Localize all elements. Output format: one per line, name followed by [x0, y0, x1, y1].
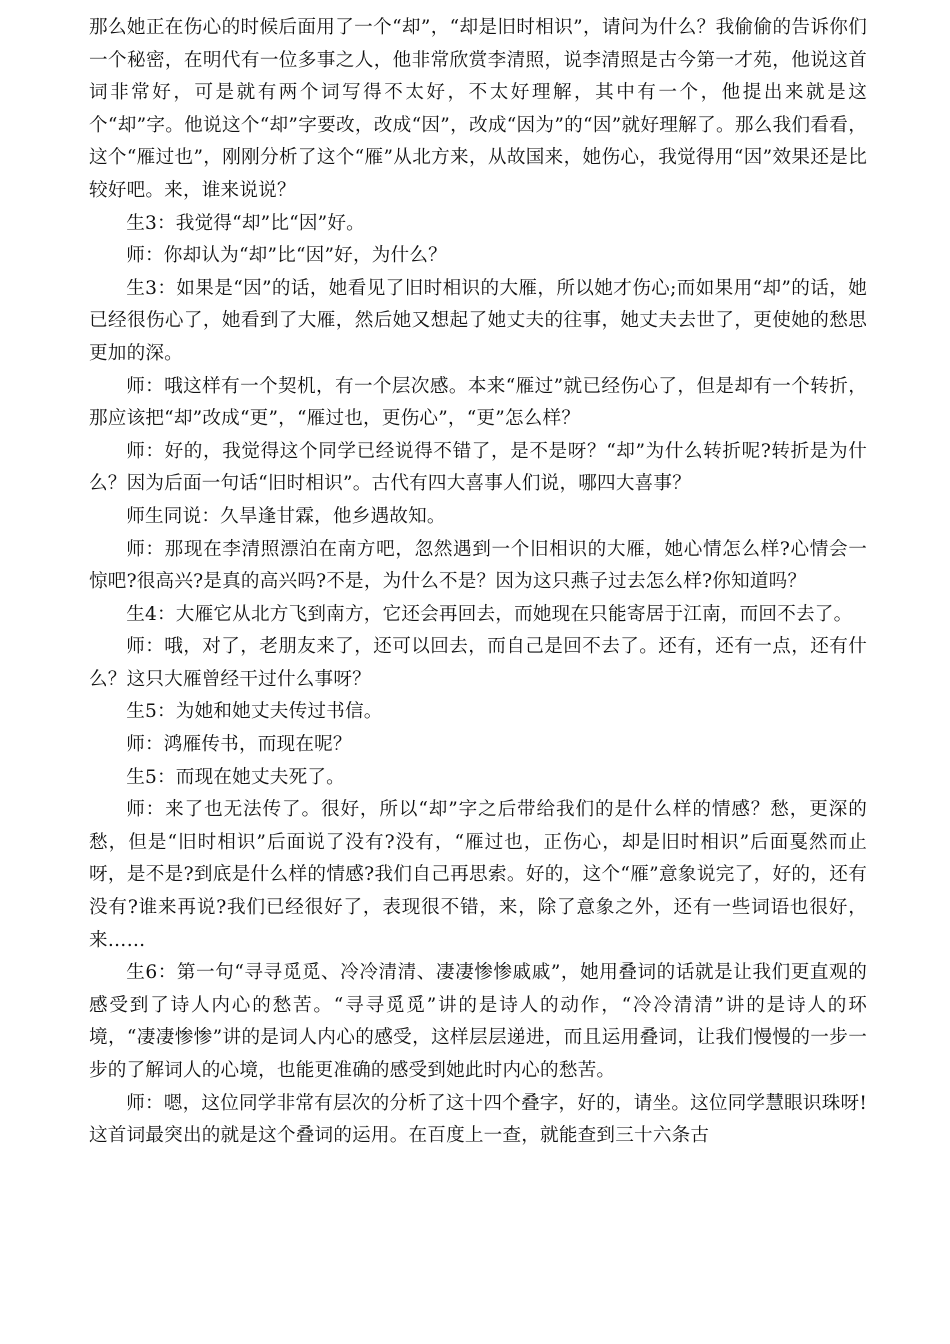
paragraph-student6-reduplication: 生6：第一句“寻寻觅觅、冷冷清清、凄凄惨惨戚戚”，她用叠词的话就是让我们更直观的感受到了诗人内心的愁苦。“寻寻觅觅”讲的是诗人的动作，“冷冷清清”讲的是诗人的环境，“凄凄惨惨”讲的是词人内心的感受，这样层层递进，而且运用叠词，让我们慢慢的一步一步的了解词人的心境，也能更准确的感受到她此时内心的愁苦。: [89, 962, 867, 1081]
paragraph-student3-explanation: 生3：如果是“因”的话，她看见了旧时相识的大雁，所以她才伤心;而如果用“却”的话，她已经很伤心了，她看到了大雁，然后她又想起了她丈夫的往事，她丈夫去世了，更使她的愁思更加的深。: [89, 277, 867, 364]
paragraph-student3-answer: 生3：我觉得“却”比“因”好。: [126, 212, 365, 234]
paragraph-teacher-question: 师：你却认为“却”比“因”好，为什么？: [126, 245, 447, 267]
paragraph-teacher-now: 师：鸿雁传书，而现在呢？: [126, 734, 352, 756]
paragraph-teacher-follow-up: 师：哦，对了，老朋友来了，还可以回去，而自己是回不去了。还有，还有一点，还有什么？这只大雁曾经干过什么事呀？: [89, 636, 867, 690]
paragraph-student5-husband: 生5：而现在她丈夫死了。: [126, 766, 345, 788]
paragraph-together-reply: 师生同说：久旱逢甘霖，他乡遇故知。: [126, 505, 446, 527]
paragraph-teacher-praise: 师：嗯，这位同学非常有层次的分析了这十四个叠字，好的，请坐。这位同学慧眼识珠呀!这首词最突出的就是这个叠词的运用。在百度上一查，就能查到三十六条古: [89, 1092, 867, 1147]
document-page: [89, 12, 867, 1153]
paragraph-teacher-deeper-sorrow: 师：来了也无法传了。很好，所以“却”字之后带给我们的是什么样的情感？愁，更深的愁，但是“旧时相识”后面说了没有?没有，“雁过也，正伤心，却是旧时相识”后面戛然而止呀，是不是?到底是什么样的情感?我们自己再思索。好的，这个“雁”意象说完了，好的，还有没有?谁来再说?我们已经很好了，表现很不错，来，除了意象之外，还有一些词语也很好，来……: [89, 799, 867, 951]
paragraph-teacher-turning: 师：哦这样有一个契机，有一个层次感。本来“雁过”就已经伤心了，但是却有一个转折，那应该把“却”改成“更”，“雁过也，更伤心”，“更”怎么样？: [89, 375, 867, 430]
paragraph-teacher-four-joys: 师：好的，我觉得这个同学已经说得不错了，是不是呀？“却”为什么转折呢?转折是为什么？因为后面一句话“旧时相识”。古代有四大喜事人们说，哪四大喜事？: [89, 440, 867, 495]
paragraph-student4-answer: 生4：大雁它从北方飞到南方，它还会再回去，而她现在只能寄居于江南，而回不去了。: [126, 603, 853, 625]
paragraph-teacher-old-friend: 师：那现在李清照漂泊在南方吧，忽然遇到一个旧相识的大雁，她心情怎么样?心情会一惊吧?很高兴?是真的高兴吗?不是，为什么不是？因为这只燕子过去怎么样?你知道吗？: [89, 538, 867, 593]
paragraph-student5-letters: 生5：为她和她丈夫传过书信。: [126, 701, 383, 723]
paragraph-intro: 那么她正在伤心的时候后面用了一个“却”，“却是旧时相识”，请问为什么？我偷偷的告诉你们一个秘密，在明代有一位多事之人，他非常欣赏李清照，说李清照是古今第一才苑，他说这首词非常好，可是就有两个词写得不太好，不太好理解，其中有一个，他提出来就是这个“却”字。他说这个“却”字要改，改成“因”，改成“因为”的“因”就好理解了。那么我们看看，这个“雁过也”，刚刚分析了这个“雁”从北方来，从故国来，她伤心，我觉得用“因”效果还是比较好吧。来，谁来说说？: [89, 17, 867, 201]
